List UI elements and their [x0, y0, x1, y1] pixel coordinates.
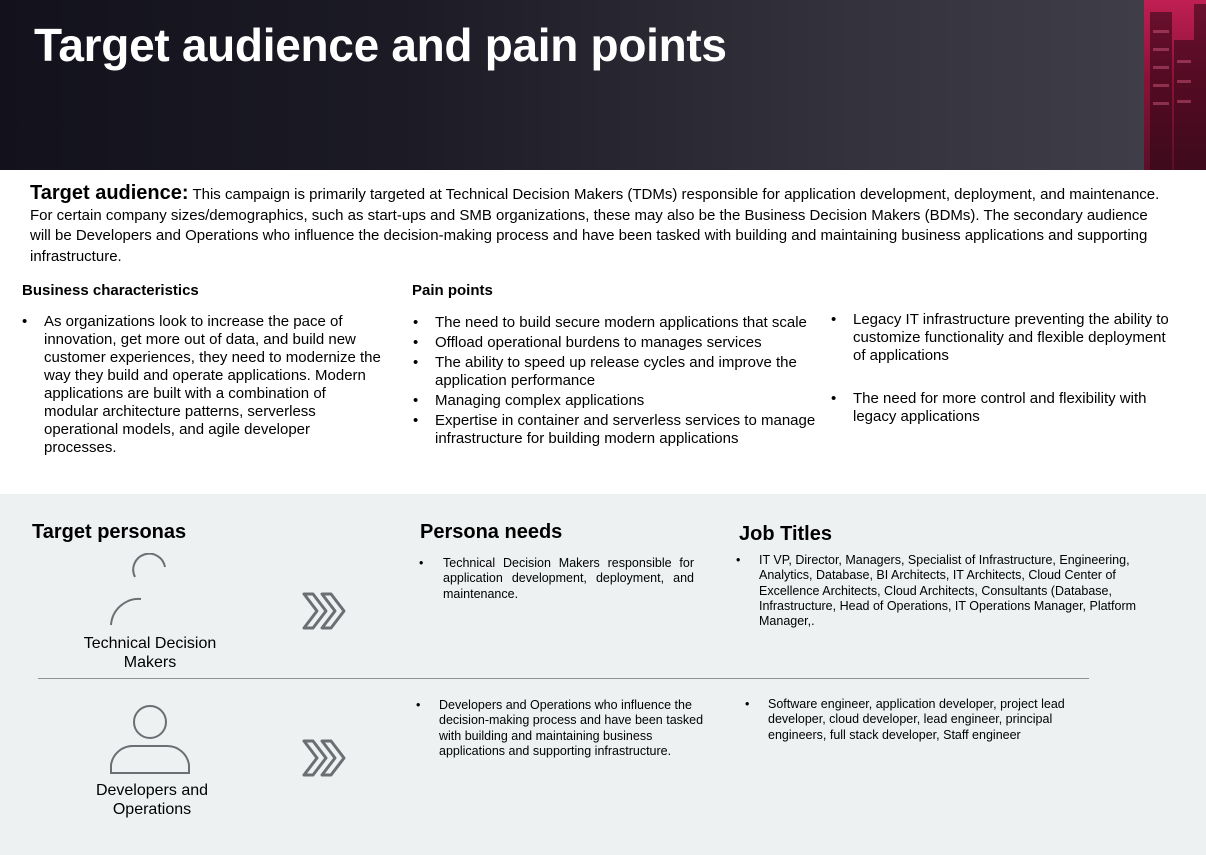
target-audience-text: This campaign is primarily targeted at Technical Decision Makers (TDMs) responsible for application development, deployment, and maintenance. For certain company sizes/demographics, such as start-ups and SMB organizations, these may also be the Business Decision Makers (BDMs). The secondary audience will be Developers and Operations who influence the decision-making process and have been tasked with building and maintaining business applications and supporting infrastructure.: [30, 186, 1160, 265]
person-icon: [108, 703, 192, 777]
list-item: • Software engineer, application developer, project lead developer, cloud developer, lead engineer, principal engineers, full stack developer, Staff engineer: [745, 697, 1075, 743]
divider: [38, 678, 1089, 679]
page-title: Target audience and pain points: [34, 19, 727, 71]
list-item: • Offload operational burdens to manages services: [413, 334, 821, 352]
pain-points-list: [413, 314, 821, 450]
title-banner: [0, 0, 1144, 170]
double-chevron-icon: [300, 737, 352, 779]
list-item: • As organizations look to increase the pace of innovation, get more out of data, and build new customer experiences, they need to modernize the way they build and operate applications. Modern applications are built with a combination of modular architecture patterns, serverless operational models, and agile developer processes.: [22, 313, 384, 457]
list-item: • The need for more control and flexibility with legacy applications: [831, 390, 1171, 426]
business-characteristics-heading: Business characteristics: [22, 282, 199, 299]
target-personas-heading: Target personas: [32, 521, 187, 543]
persona-label-devops: Developers and Operations: [95, 782, 209, 818]
job-titles-technical: [736, 553, 1146, 631]
persona-needs-heading: Persona needs: [420, 521, 563, 543]
pain-points-heading: Pain points: [412, 282, 493, 299]
business-characteristics-list: [22, 313, 384, 459]
double-chevron-icon: [300, 590, 352, 632]
persona-label-technical: Technical Decision Makers: [83, 635, 217, 671]
persona-needs-technical: [419, 556, 694, 604]
target-audience-paragraph: [30, 183, 1170, 267]
city-photo: [1144, 0, 1206, 170]
target-audience-label: Target audience:: [30, 182, 189, 204]
pain-points-list-right: [831, 311, 1171, 428]
list-item: • Managing complex applications: [413, 392, 821, 410]
list-item: • Expertise in container and serverless services to manage infrastructure for building modern applications: [413, 412, 821, 448]
job-titles-devops: [745, 697, 1075, 745]
list-item: • Technical Decision Makers responsible for application development, deployment, and maintenance.: [419, 556, 694, 602]
list-item: • Legacy IT infrastructure preventing the ability to customize functionality and flexible deployment of applications: [831, 311, 1171, 365]
persona-needs-devops: [416, 698, 716, 761]
list-item: • The need to build secure modern applications that scale: [413, 314, 821, 332]
job-titles-heading: Job Titles: [739, 523, 832, 545]
list-item: • Developers and Operations who influence the decision-making process and have been tasked with building and maintaining business applications and supporting infrastructure.: [416, 698, 716, 759]
list-item: • IT VP, Director, Managers, Specialist of Infrastructure, Engineering, Analytics, Database, BI Architects, IT Architects, Cloud Center of Excellence Architects, Cloud Architects, Consultants (Database, Infrastructure, Head of Operations, IT Operations Manager, Platform Manager,.: [736, 553, 1146, 629]
list-item: • The ability to speed up release cycles and improve the application performance: [413, 354, 821, 390]
partial-person-icon: [105, 553, 175, 629]
